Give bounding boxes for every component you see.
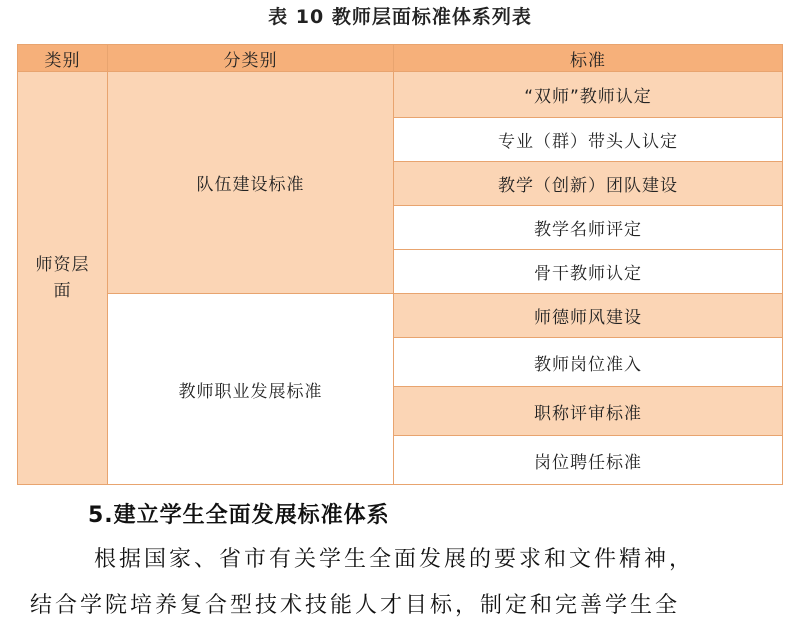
standard-cell: 职称评审标准	[394, 387, 783, 436]
category-label: 师资层面	[35, 255, 90, 301]
standard-cell: 师德师风建设	[394, 294, 783, 338]
standard-cell: 教学（创新）团队建设	[394, 162, 783, 206]
table-header-row	[18, 45, 783, 72]
standard-cell: 教师岗位准入	[394, 338, 783, 387]
table-row	[18, 72, 783, 118]
table-row	[18, 294, 783, 338]
teacher-standards-table	[17, 44, 783, 485]
standard-cell: 骨干教师认定	[394, 250, 783, 294]
paragraph-line-1: 根据国家、省市有关学生全面发展的要求和文件精神，	[94, 547, 695, 572]
category-cell	[18, 72, 108, 485]
standard-cell: 专业（群）带头人认定	[394, 118, 783, 162]
header-subcategory: 分类别	[108, 45, 394, 72]
subcategory-cell-career: 教师职业发展标准	[108, 294, 394, 485]
standard-cell: “双师”教师认定	[394, 72, 783, 118]
section-title: 5.建立学生全面发展标准体系	[88, 503, 390, 528]
header-category: 类别	[18, 45, 108, 72]
paragraph-line-2: 结合学院培养复合型技术技能人才目标，制定和完善学生全	[30, 593, 681, 618]
standard-cell: 岗位聘任标准	[394, 436, 783, 485]
standard-cell: 教学名师评定	[394, 206, 783, 250]
subcategory-cell-team: 队伍建设标准	[108, 72, 394, 294]
header-standard: 标准	[394, 45, 783, 72]
table-caption: 表 10 教师层面标准体系列表	[268, 6, 532, 28]
